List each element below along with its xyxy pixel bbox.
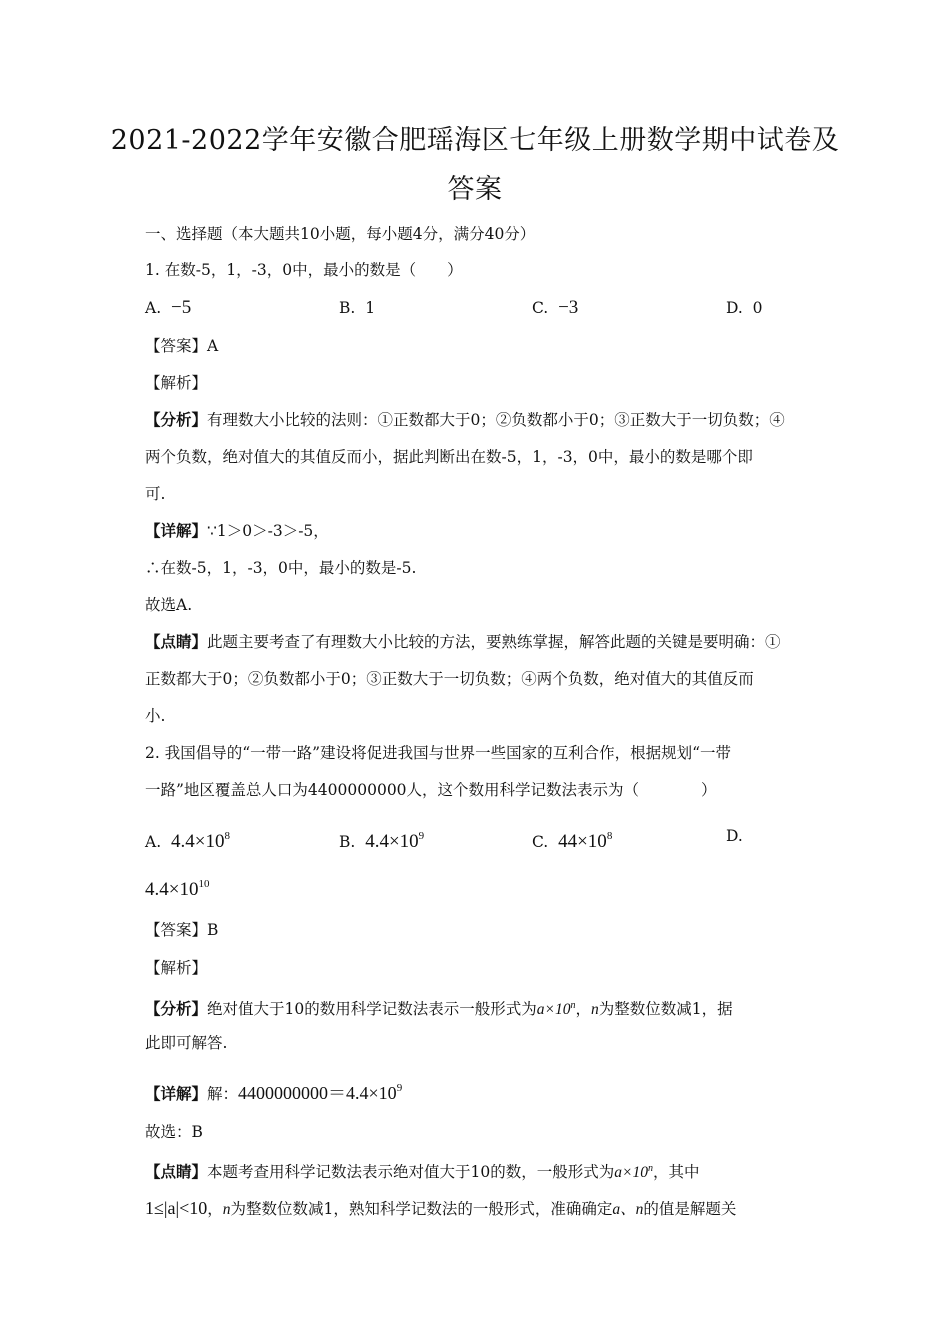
q2-dianjing-text-e: 的值是解题关	[643, 1200, 737, 1218]
q2-option-a	[145, 826, 230, 852]
q2-option-d-mantissa: 4.4×10	[145, 879, 199, 900]
q2-dianjing-n: n	[222, 1201, 231, 1218]
q2-option-b-value	[365, 831, 424, 852]
q2-option-d-label: D.	[726, 827, 743, 845]
q1-option-a-label: A.	[145, 299, 162, 317]
q2-xiangjie-formula	[238, 1083, 402, 1103]
q1-xiangjie-line-1	[145, 521, 810, 541]
q1-jiexi-tag: 【解析】	[145, 374, 208, 392]
q1-option-d-label: D.	[726, 299, 743, 317]
q1-option-d-value: 0	[752, 299, 763, 317]
q1-dianjing-line-3: 小.	[145, 707, 166, 725]
q2-option-a-exponent: 8	[224, 830, 230, 842]
q2-xiangjie-formula-base: 4400000000＝4.4×10	[238, 1083, 397, 1103]
q2-fenxi-formula	[537, 1001, 576, 1018]
document-title-line-2: 答案	[447, 174, 503, 205]
q2-option-a-value	[171, 831, 230, 852]
q2-answer-tag: 【答案】	[145, 921, 208, 939]
q2-xiangjie-line	[145, 1078, 810, 1104]
q1-xiangjie-line-3: 故选A.	[145, 596, 193, 614]
q2-dianjing-text-b: ，其中	[652, 1163, 700, 1182]
q2-option-b-exponent: 9	[418, 830, 425, 842]
q1-xiangjie-line-2: ∴在数-5，1，-3，0中，最小的数是-5.	[145, 559, 417, 577]
q2-dianjing-an: a、n	[612, 1201, 644, 1218]
q2-option-b	[339, 826, 424, 852]
q1-option-b-label: B.	[339, 299, 356, 317]
q1-dianjing-text-1: 此题主要考查了有理数大小比较的方法，要熟练掌握，解答此题的关键是要明确：①	[207, 633, 781, 651]
q1-option-c	[532, 298, 578, 318]
q1-option-a-value: −5	[170, 297, 192, 318]
q2-fenxi-formula-exp: n	[570, 1000, 576, 1011]
q2-option-a-mantissa: 4.4×10	[170, 831, 225, 852]
q2-fenxi-text-a: 绝对值大于10的数用科学记数法表示一般形式为	[207, 1000, 537, 1019]
q2-dianjing-text-d: 为整数位数减1，熟知科学记数法的一般形式，准确确定	[230, 1200, 613, 1218]
q1-dianjing-line-2: 正数都大于0；②负数都小于0；③正数大于一切负数；④两个负数，绝对值大的其值反而	[145, 670, 754, 688]
q2-fenxi-text-b: ，	[575, 1000, 591, 1019]
q1-stem: 1. 在数-5，1，-3，0中，最小的数是（ ）	[145, 261, 463, 279]
q2-dianjing-line-1	[145, 1159, 810, 1183]
q1-option-b-value: 1	[365, 299, 376, 317]
q2-xiangjie-text: 解：	[207, 1085, 239, 1103]
q2-dianjing-line-2	[145, 1198, 810, 1220]
q1-answer-value: A	[207, 337, 219, 355]
q2-fenxi-text-c: 为整数位数减1，据	[598, 1000, 733, 1019]
q2-option-c	[532, 826, 612, 852]
q2-fenxi-tag: 【分析】	[145, 999, 208, 1019]
q1-option-d	[726, 298, 763, 318]
q1-option-b	[339, 298, 375, 318]
q2-jiexi-tag: 【解析】	[145, 959, 208, 977]
q2-option-c-mantissa: 44×10	[558, 831, 607, 852]
q2-dianjing-text-a: 本题考查用科学记数法表示绝对值大于10的数，一般形式为	[207, 1163, 615, 1182]
q2-fenxi-n: n	[590, 1001, 599, 1019]
q2-fenxi-line-2: 此即可解答.	[145, 1034, 228, 1052]
q1-option-c-label: C.	[532, 299, 549, 317]
q2-stem-line-2: 一路”地区覆盖总人口为4400000000人，这个数用科学记数法表示为（ ）	[145, 781, 717, 799]
q2-option-d-exponent: 10	[198, 878, 210, 890]
q2-dianjing-text-c: ，	[207, 1200, 223, 1218]
q1-dianjing-line-1	[145, 632, 810, 652]
q2-dianjing-range: 1≤|a|<10	[145, 1198, 208, 1218]
q2-option-b-mantissa: 4.4×10	[365, 831, 419, 852]
q2-stem-line-1: 2. 我国倡导的“一带一路”建设将促进我国与世界一些国家的互利合作，根据规划“一带	[145, 744, 731, 762]
section-heading: 一、选择题（本大题共10小题，每小题4分，满分40分）	[145, 225, 536, 243]
q1-option-a	[145, 298, 191, 318]
q2-option-c-value	[558, 831, 612, 852]
q2-option-c-label: C.	[532, 833, 549, 851]
q2-fenxi-formula-base: a×10	[536, 1001, 571, 1019]
q2-dianjing-formula-exp: n	[647, 1163, 653, 1174]
q2-option-b-label: B.	[339, 833, 356, 851]
q1-xiangjie-tag: 【详解】	[145, 521, 208, 540]
q2-option-d-value	[145, 874, 209, 900]
q2-answer-value: B	[207, 921, 219, 939]
q1-fenxi-line-3: 可.	[145, 485, 166, 503]
q2-option-c-exponent: 8	[606, 830, 613, 842]
q2-dianjing-tag: 【点睛】	[145, 1162, 208, 1182]
q1-fenxi-line-1	[145, 410, 810, 430]
document-title-line-1: 2021-2022学年安徽合肥瑶海区七年级上册数学期中试卷及	[110, 125, 840, 156]
q1-xiangjie-text-1: ∵1＞0＞-3＞-5，	[207, 522, 329, 540]
q2-guxuan: 故选：B	[145, 1123, 203, 1141]
q2-dianjing-formula-base: a×10	[614, 1164, 648, 1182]
q2-dianjing-formula	[614, 1164, 653, 1181]
q1-option-c-value: −3	[558, 297, 579, 318]
q2-xiangjie-formula-exp: 9	[396, 1082, 403, 1094]
q1-fenxi-tag: 【分析】	[145, 410, 208, 429]
q1-dianjing-tag: 【点睛】	[145, 632, 208, 651]
q2-option-d-expression	[145, 879, 209, 900]
q2-answer	[145, 920, 810, 940]
q2-fenxi-line-1	[145, 996, 810, 1020]
q2-option-a-label: A.	[145, 833, 162, 851]
q2-xiangjie-tag: 【详解】	[145, 1084, 208, 1103]
q1-answer-tag: 【答案】	[145, 337, 208, 355]
q1-answer	[145, 336, 810, 356]
q1-fenxi-text-1: 有理数大小比较的法则：①正数都大于0；②负数都小于0；③正数大于一切负数；④	[207, 411, 785, 429]
q1-fenxi-line-2: 两个负数，绝对值大的其值反而小，据此判断出在数-5，1，-3，0中，最小的数是哪个即	[145, 448, 753, 466]
